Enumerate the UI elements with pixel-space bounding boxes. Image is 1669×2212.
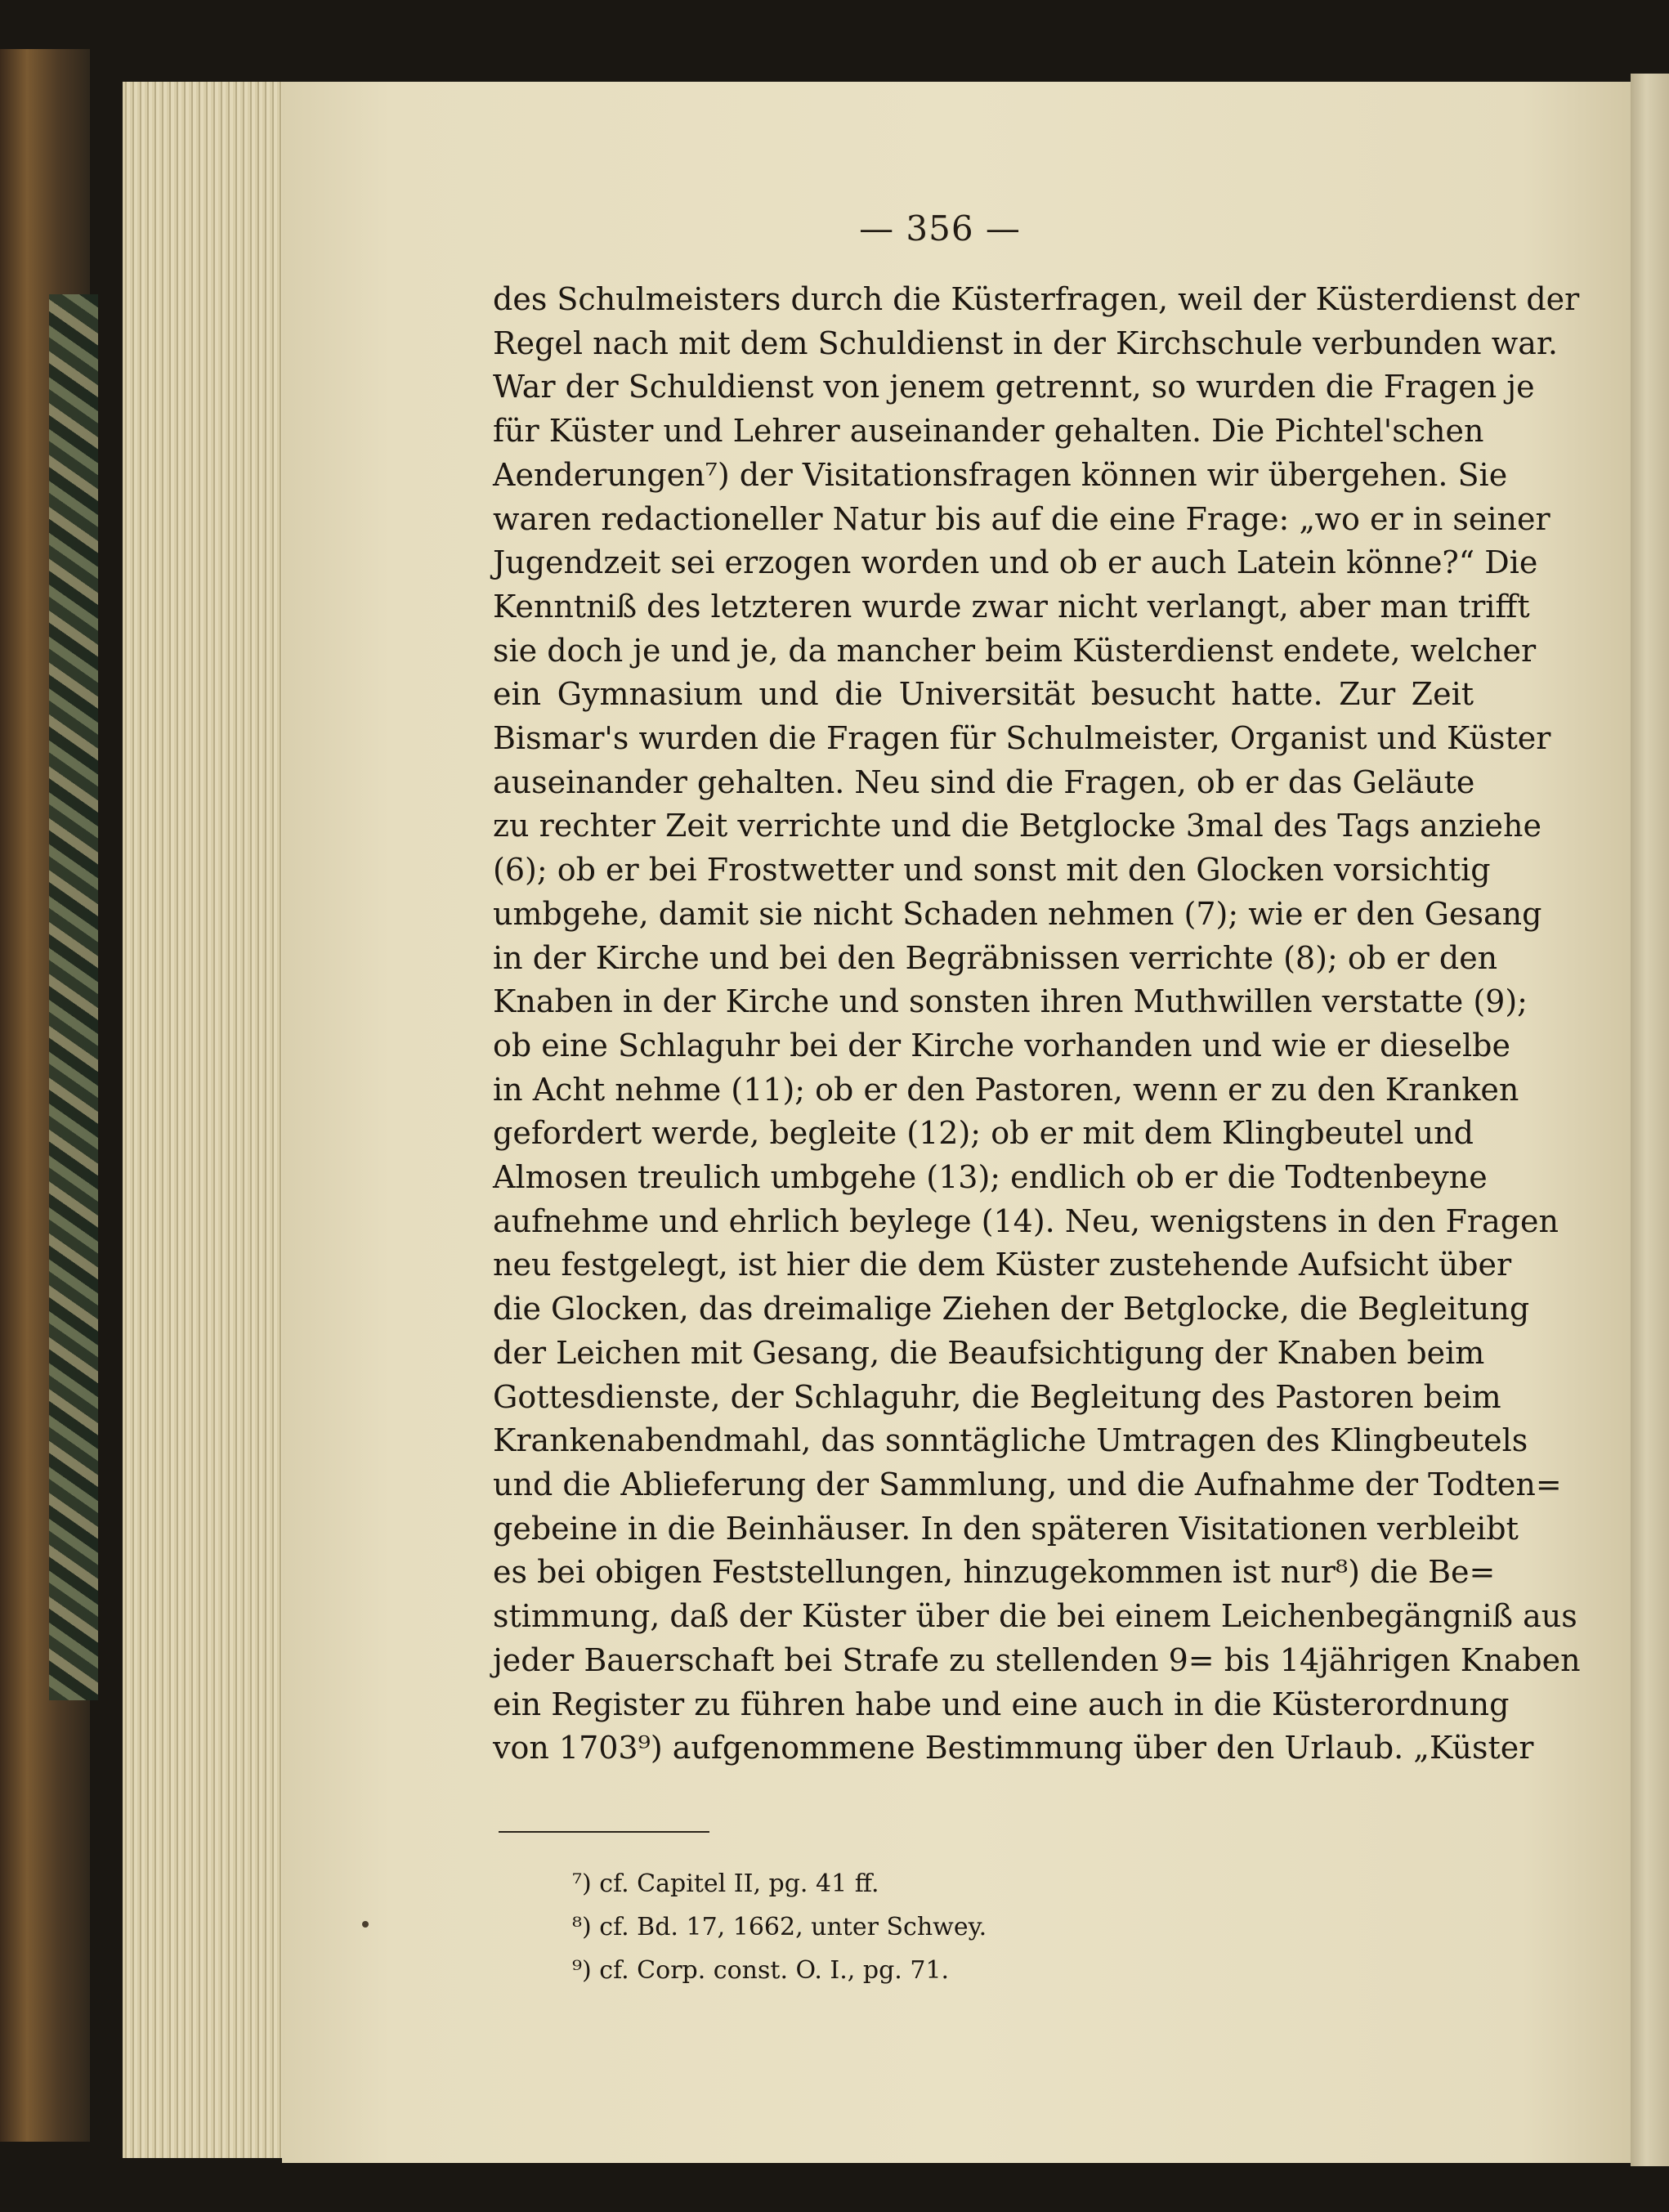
text-line: in der Kirche und bei den Begräbnissen verrichte (8); ob er den (493, 939, 1498, 976)
page-edges (123, 82, 286, 2158)
text-line: stimmung, daß der Küster über die bei einem Leichenbegängniß aus (493, 1598, 1577, 1635)
text-line: auseinander gehalten. Neu sind die Fragen, ob er das Geläute (493, 763, 1475, 800)
footnote-divider (499, 1831, 709, 1833)
footnote: ⁷) cf. Capitel II, pg. 41 ff. (572, 1869, 879, 1898)
text-line: die Glocken, das dreimalige Ziehen der Betglocke, die Begleitung (493, 1291, 1530, 1328)
text-line: Aenderungen⁷) der Visitationsfragen können wir übergehen. Sie (493, 456, 1508, 493)
text-line: aufnehme und ehrlich beylege (14). Neu, wenigstens in den Fragen (493, 1202, 1559, 1239)
text-line: es bei obigen Feststellungen, hinzugekommen ist nur⁸) die Be= (493, 1554, 1496, 1591)
text-line: in Acht nehme (11); ob er den Pastoren, wenn er zu den Kranken (493, 1071, 1519, 1108)
text-line: von 1703⁹) aufgenommene Bestimmung über den Urlaub. „Küster (493, 1730, 1534, 1766)
text-line: Krankenabendmahl, das sonntägliche Umtragen des Klingbeutels (493, 1422, 1528, 1459)
text-line: zu rechter Zeit verrichte und die Betglocke 3mal des Tags anziehe (493, 808, 1541, 844)
page-number: — 356 — (859, 208, 1021, 249)
text-line: Kenntniß des letzteren wurde zwar nicht verlangt, aber man trifft (493, 588, 1530, 625)
text-line: gefordert werde, begleite (12); ob er mit dem Klingbeutel und (493, 1115, 1474, 1152)
footnote: ⁸) cf. Bd. 17, 1662, unter Schwey. (572, 1913, 987, 1941)
text-line: und die Ablieferung der Sammlung, und die Aufnahme der Todten= (493, 1466, 1562, 1502)
text-line: jeder Bauerschaft bei Strafe zu stellenden 9= bis 14jährigen Knaben (493, 1641, 1581, 1678)
text-line: ein Register zu führen habe und eine auch in die Küsterordnung (493, 1686, 1510, 1722)
text-line: umbgehe, damit sie nicht Schaden nehmen (7); wie er den Gesang (493, 895, 1542, 932)
text-line: der Leichen mit Gesang, die Beaufsichtigung der Knaben beim (493, 1334, 1485, 1371)
text-line: neu festgelegt, ist hier die dem Küster zustehende Aufsicht über (493, 1247, 1512, 1283)
margin-mark (362, 1921, 369, 1928)
text-line: War der Schuldienst von jenem getrennt, so wurden die Fragen je (493, 369, 1535, 405)
text-line: ein Gymnasium und die Universität besucht hatte. Zur Zeit (493, 676, 1474, 713)
text-line: (6); ob er bei Frostwetter und sonst mit den Glocken vorsichtig (493, 852, 1491, 889)
text-line: Knaben in der Kirche und sonsten ihren Muthwillen verstatte (9); (493, 983, 1528, 1020)
footnotes (572, 1862, 1308, 1992)
text-line: Jugendzeit sei erzogen worden und ob er auch Latein könne?“ Die (493, 544, 1538, 581)
text-line: Almosen treulich umbgehe (13); endlich ob er die Todtenbeyne (493, 1159, 1488, 1196)
text-line: gebeine in die Beinhäuser. In den späteren Visitationen verbleibt (493, 1510, 1519, 1547)
text-line: sie doch je und je, da mancher beim Küsterdienst endete, welcher (493, 632, 1537, 669)
text-line: waren redactioneller Natur bis auf die eine Frage: „wo er in seiner (493, 500, 1550, 537)
text-line: des Schulmeisters durch die Küsterfragen, weil der Küsterdienst der (493, 281, 1580, 317)
text-line: Bismar's wurden die Fragen für Schulmeister, Organist und Küster (493, 720, 1551, 757)
footnote: ⁹) cf. Corp. const. O. I., pg. 71. (572, 1956, 950, 1985)
body-text (493, 278, 1581, 1771)
text-line: Regel nach mit dem Schuldienst in der Kirchschule verbunden war. (493, 325, 1558, 361)
text-line: ob eine Schlaguhr bei der Kirche vorhanden und wie er dieselbe (493, 1027, 1510, 1063)
text-line: Gottesdienste, der Schlaguhr, die Begleitung des Pastoren beim (493, 1378, 1501, 1415)
marbled-edge (49, 294, 98, 1700)
facing-page-edge (1631, 74, 1669, 2166)
text-line: für Küster und Lehrer auseinander gehalten. Die Pichtel'schen (493, 413, 1484, 450)
